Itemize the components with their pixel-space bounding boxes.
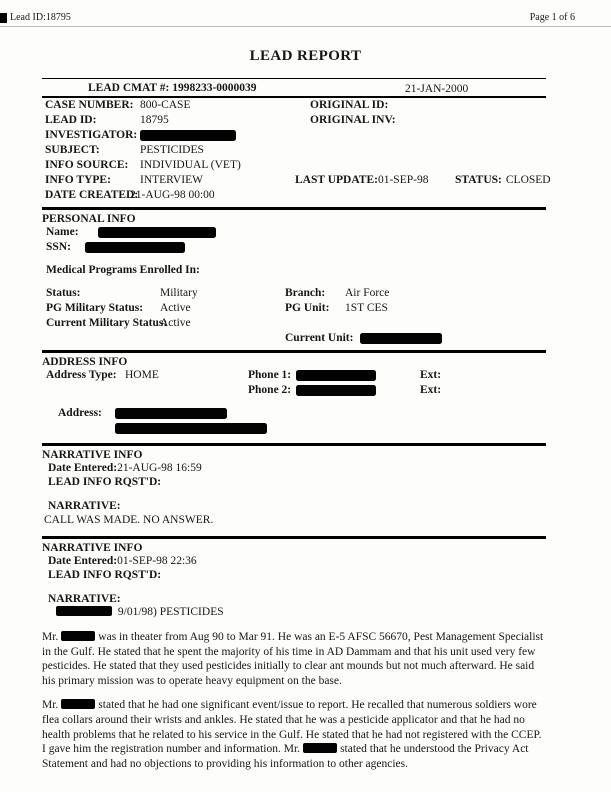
- spacer: [42, 255, 546, 263]
- narrative1-label: NARRATIVE:: [48, 500, 121, 512]
- narrative2-date-field: [48, 555, 197, 567]
- address-label: Address:: [58, 407, 102, 419]
- narrative1-leadinfo-label: LEAD INFO RQST'D:: [48, 476, 162, 488]
- scan-artifact-mark: [0, 13, 7, 23]
- original-id-label: ORIGINAL ID:: [310, 99, 389, 111]
- narrative2-paragraph-1: [42, 630, 546, 688]
- lead-id-value: 18795: [140, 114, 169, 126]
- para2-text-2: stated that he had one significant event/issue to report. He recalled that numerous soldiers wore flea collars around their wrists and ankles. He stated that he was a pesticide applicator and that he had no health problems that he related to his service in the Gulf. He stated that he had not registered with the CCEP. I gave him the registration number and information. Mr.: [42, 699, 542, 756]
- current-military-status-label: Current Military Status:: [46, 317, 168, 329]
- redaction-bar-address-2: [115, 423, 267, 434]
- spacer: [42, 398, 546, 406]
- investigator-label: INVESTIGATOR:: [45, 129, 138, 141]
- narrative1-date-row: [42, 461, 546, 475]
- ssn-label: SSN:: [46, 241, 71, 253]
- para2-text-1: Mr.: [42, 699, 59, 712]
- ext1-label: Ext:: [420, 369, 442, 381]
- redaction-bar-heading: [56, 606, 112, 616]
- info-source-value: INDIVIDUAL (VET): [140, 159, 241, 171]
- para1-text-2: was in theater from Aug 90 to Mar 91. He was an E-5 AFSC 56670, Pest Management Specialist in the Gulf. He stated that he spent the majority of his time in AD Dammam and that his unit used very few pesticides. He stated that they used pesticides initially to clear ant mounds but not much afterward. He said his primary mission was to operate heavy equipment on the base.: [42, 631, 544, 687]
- pg-military-status-value: Active: [160, 302, 191, 314]
- spacer: [42, 528, 546, 532]
- case-number-label: CASE NUMBER:: [45, 99, 134, 111]
- investigator-row: [42, 128, 546, 143]
- lead-id-label: LEAD ID:: [45, 114, 97, 126]
- address-type-row: [42, 368, 546, 383]
- current-status-row: [42, 316, 546, 331]
- status-branch-row: [42, 286, 546, 301]
- current-unit-row: [42, 331, 546, 346]
- info-type-label: INFO TYPE:: [45, 174, 111, 186]
- address-info-title: ADDRESS INFO: [42, 356, 128, 368]
- spacer: [42, 582, 546, 592]
- redaction-bar-investigator: [140, 130, 236, 141]
- lead-id-row: [42, 113, 546, 128]
- status-field: [455, 174, 551, 186]
- para1-text-1: Mr.: [42, 631, 59, 643]
- branch-value: Air Force: [345, 287, 390, 299]
- branch-label: Branch:: [285, 287, 326, 299]
- address-type-label: Address Type:: [46, 369, 117, 381]
- redaction-inline-3: [303, 743, 337, 753]
- address-type-value: HOME: [125, 369, 159, 381]
- pstatus-label: Status:: [46, 287, 81, 299]
- narrative2-title: NARRATIVE INFO: [42, 542, 143, 554]
- case-number-row: [42, 98, 546, 113]
- last-update-label: LAST UPDATE:: [295, 174, 378, 186]
- info-source-label: INFO SOURCE:: [45, 159, 129, 171]
- redaction-bar-ssn: [85, 242, 185, 253]
- date-created-row: [42, 188, 546, 203]
- redaction-bar-address-1: [115, 408, 227, 419]
- last-update-value: 01-SEP-98: [377, 174, 429, 186]
- personal-info-title: PERSONAL INFO: [42, 213, 136, 225]
- narrative2-label-row: [42, 592, 546, 606]
- redaction-bar-phone2: [296, 385, 376, 396]
- medical-programs-row: [42, 263, 546, 278]
- narrative2-date-value: 01-SEP-98 22:36: [117, 555, 197, 567]
- status-value: CLOSED: [505, 174, 551, 186]
- cmat-row: [42, 79, 546, 96]
- status-label: STATUS:: [455, 174, 502, 186]
- spacer: [42, 489, 546, 499]
- pg-military-status-label: PG Military Status:: [46, 302, 144, 314]
- pstatus-value: Military: [160, 287, 198, 299]
- narrative1-date-value: 21-AUG-98 16:59: [117, 462, 202, 474]
- narrative1-label-row: [42, 499, 546, 513]
- narrative2-date-row: [42, 554, 546, 568]
- case-number-value: 800-CASE: [140, 99, 191, 111]
- pg-unit-value: 1ST CES: [345, 302, 388, 314]
- narrative1-leadinfo-row: [42, 475, 546, 489]
- header-divider: [0, 26, 611, 27]
- narrative1-text: CALL WAS MADE. NO ANSWER.: [44, 514, 214, 526]
- redaction-inline-1: [61, 631, 95, 641]
- info-type-value: INTERVIEW: [140, 174, 203, 186]
- medical-programs-label: Medical Programs Enrolled In:: [46, 264, 200, 276]
- redaction-bar-name: [98, 227, 216, 238]
- narrative1-date-label: Date Entered:: [48, 462, 118, 474]
- original-inv-label: ORIGINAL INV:: [310, 114, 396, 126]
- date-created-label: DATE CREATED:: [45, 189, 139, 201]
- current-unit-label: Current Unit:: [285, 332, 354, 344]
- narrative2-leadinfo-label: LEAD INFO RQST'D:: [48, 569, 162, 581]
- info-type-row: [42, 173, 551, 188]
- narrative1-title: NARRATIVE INFO: [42, 449, 143, 461]
- subject-label: SUBJECT:: [45, 144, 100, 156]
- ext2-label: Ext:: [420, 384, 442, 396]
- document-body: [42, 78, 551, 771]
- narrative2-date-label: Date Entered:: [48, 555, 118, 567]
- last-update-field: [295, 174, 428, 186]
- cmat-label: LEAD CMAT #: 1998233-0000039: [88, 82, 257, 94]
- spacer: [42, 435, 546, 439]
- narrative1-text-row: [42, 513, 546, 528]
- spacer: [42, 688, 546, 698]
- name-label: Name:: [46, 226, 79, 238]
- narrative2-label: NARRATIVE:: [48, 593, 121, 605]
- page-margin-header: [0, 0, 611, 23]
- spacer: [42, 622, 546, 630]
- phone2-row: [42, 383, 546, 398]
- address-row-2: [42, 421, 546, 435]
- phone2-label: Phone 2:: [248, 384, 292, 396]
- narrative2-heading-text: 9/01/98) PESTICIDES: [117, 606, 224, 618]
- spacer: [42, 278, 546, 286]
- ssn-row: [42, 240, 546, 255]
- redaction-bar-current-unit: [360, 333, 442, 344]
- narrative1-date-field: [48, 462, 202, 474]
- narrative2-heading-row: [42, 606, 546, 622]
- date-created-value: 21-AUG-98 00:00: [130, 189, 215, 201]
- phone1-label: Phone 1:: [248, 369, 292, 381]
- redaction-inline-2: [61, 699, 95, 709]
- pg-unit-label: PG Unit:: [285, 302, 330, 314]
- document-title: LEAD REPORT: [249, 48, 362, 64]
- header-lead-id: Lead ID:18795: [10, 12, 71, 23]
- pg-status-row: [42, 301, 546, 316]
- subject-value: PESTICIDES: [140, 144, 204, 156]
- para2-text-3: stated that he understood the Privacy Act Statement and had no objections to providing his information to other agencies.: [42, 743, 529, 770]
- redaction-bar-phone1: [296, 370, 376, 381]
- narrative2-paragraph-2: [42, 698, 546, 771]
- info-source-row: [42, 158, 546, 173]
- name-row: [42, 225, 546, 240]
- subject-row: [42, 143, 546, 158]
- cmat-date: 21-JAN-2000: [405, 83, 469, 95]
- current-military-status-value: Active: [160, 317, 191, 329]
- address-row: [42, 406, 546, 421]
- header-page-number: Page 1 of 6: [529, 12, 575, 23]
- narrative2-leadinfo-row: [42, 568, 546, 582]
